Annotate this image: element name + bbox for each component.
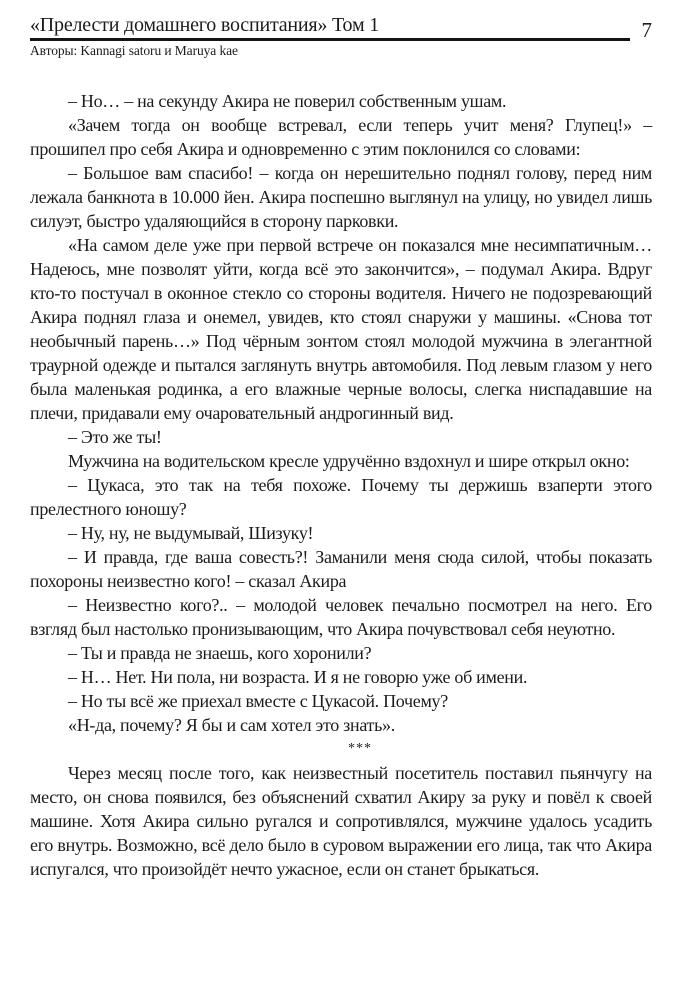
- paragraph: – Это же ты!: [68, 427, 162, 447]
- page-header: [30, 14, 652, 41]
- page-number: 7: [641, 18, 652, 42]
- paragraph: Мужчина на водительском кресле удручённо вздохнул и шире открыл окно:: [68, 451, 630, 471]
- paragraph: – Но ты всё же приехал вместе с Цукасой. Почему?: [68, 691, 448, 711]
- paragraph: – Ну, ну, не выдумывай, Шизуку!: [68, 523, 314, 543]
- body-text: [30, 89, 652, 881]
- paragraph: – И правда, где ваша совесть?! Заманили меня сюда силой, чтобы показать похороны неизвестно кого! – сказал Акира: [30, 547, 652, 591]
- paragraph: «Зачем тогда он вообще встревал, если теперь учит меня? Глупец!» – прошипел про себя Акира и одновременно с этим поклонился со словами:: [30, 115, 652, 159]
- paragraph: – Но… – на секунду Акира не поверил собственным ушам.: [68, 91, 507, 111]
- paragraph: Через месяц после того, как неизвестный посетитель поставил пьянчугу на место, он снова появился, без объяснений схватил Акиру за руку и повёл к своей машине. Хотя Акира сильно ругался и сопротивлялся, мужчине удалось усадить его внутрь. Возможно, всё дело было в суровом выражении его лица, так что Акира испугался, что произойдёт нечто ужасное, если он станет брыкаться.: [30, 763, 652, 879]
- paragraph: «На самом деле уже при первой встрече он показался мне несимпатичным… Надеюсь, мне позволят уйти, когда всё это закончится», – подумал Акира. Вдруг кто-то постучал в оконное стекло со стороны водителя. Ничего не подозревающий Акира поднял глаза и онемел, увидев, кто стоял снаружи у машины. «Снова тот необычный парень…» Под чёрным зонтом стоял молодой мужчина в элегантной траурной одежде и пытался заглянуть внутрь автомобиля. Под левым глазом у него была маленькая родинка, а его влажные черные волосы, слегка ниспадавшие на плечи, придавали ему очаровательный андрогинный вид.: [30, 235, 652, 423]
- paragraph: – Цукаса, это так на тебя похоже. Почему ты держишь взаперти этого прелестного юношу?: [30, 475, 652, 519]
- paragraph: – Неизвестно кого?.. – молодой человек печально посмотрел на него. Его взгляд был настолько пронизывающим, что Акира почувствовал себя неуютно.: [30, 595, 652, 639]
- paragraph: – Ты и правда не знаешь, кого хоронили?: [68, 643, 372, 663]
- paragraph: «Н-да, почему? Я бы и сам хотел это знать».: [68, 715, 395, 735]
- section-separator: ***: [348, 741, 372, 756]
- paragraph: – Н… Нет. Ни пола, ни возраста. И я не говорю уже об имени.: [68, 667, 528, 687]
- book-title: «Прелести домашнего воспитания» Том 1: [30, 14, 630, 41]
- paragraph: – Большое вам спасибо! – когда он нерешительно поднял голову, перед ним лежала банкнота в 10.000 йен. Акира поспешно выглянул на улицу, но увидел лишь силуэт, быстро удаляющийся в сторону парковки.: [30, 163, 652, 231]
- authors-line: Авторы: Kannagi satoru и Maruya kae: [30, 43, 238, 58]
